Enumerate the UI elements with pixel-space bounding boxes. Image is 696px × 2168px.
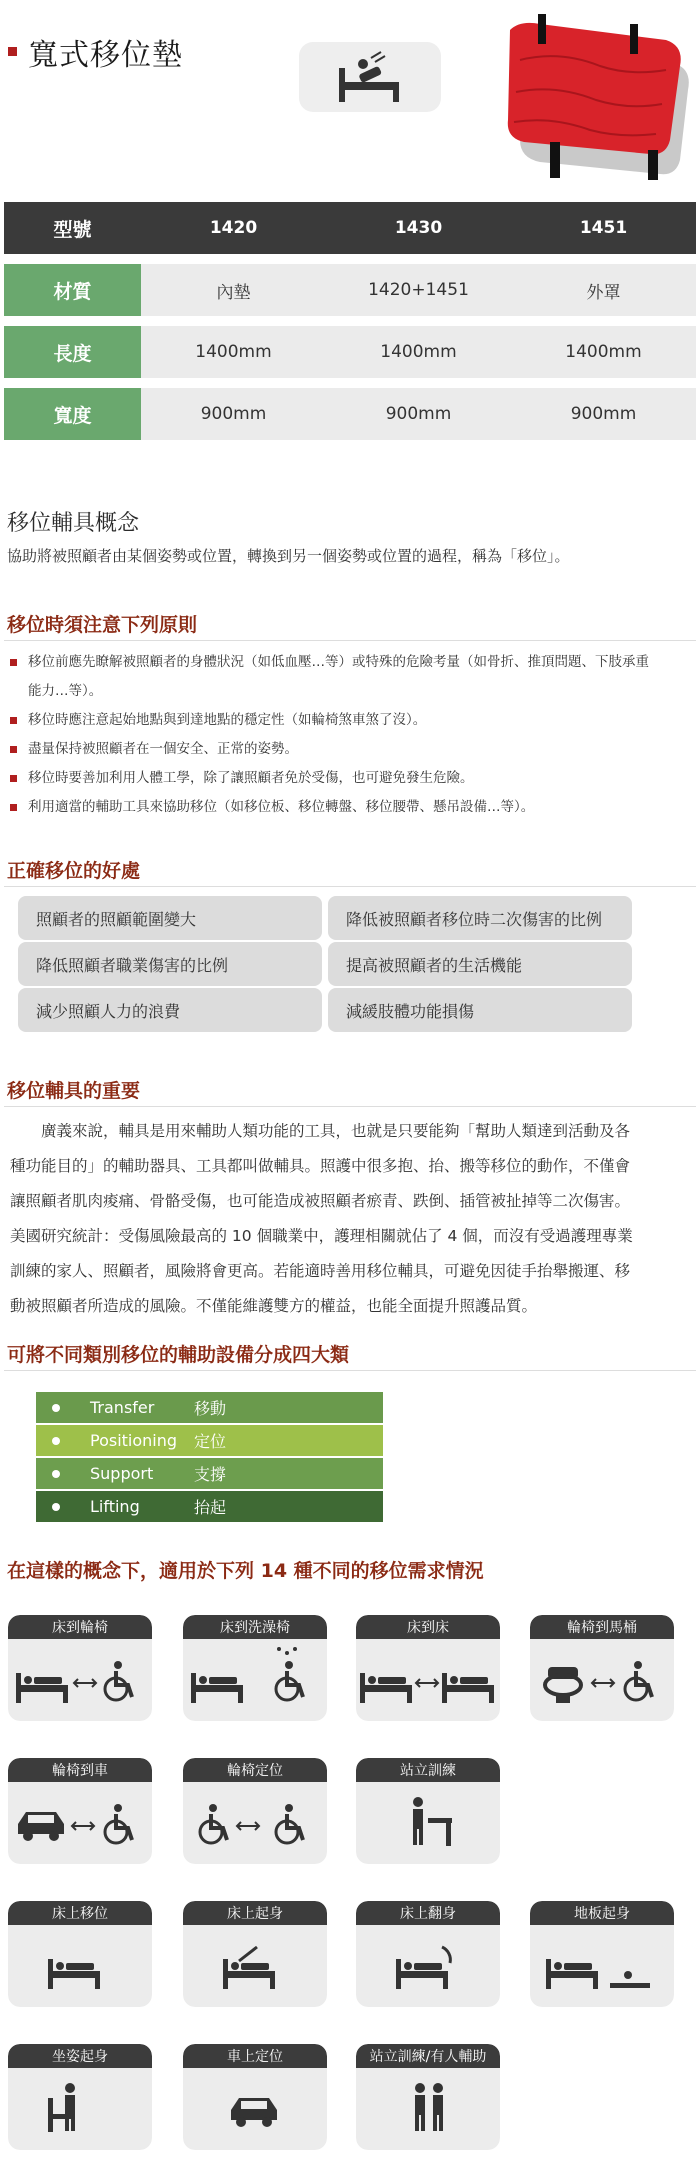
benefit-item: 減緩肢體功能損傷 <box>328 988 632 1032</box>
category-positioning: Positioning 定位 <box>36 1425 383 1456</box>
sit-up-in-bed-icon <box>183 1925 327 2007</box>
list-item: 移位時要善加利用人體工學，除了讓照顧者免於受傷，也可避免發生危險。 <box>10 764 690 793</box>
spec-row-length <box>4 326 696 378</box>
floor-lift-icon <box>530 1925 674 2007</box>
spec-label-material: 材質 <box>4 264 141 316</box>
spec-cell: 內墊 <box>216 282 251 303</box>
category-lifting: Lifting 抬起 <box>36 1491 383 1522</box>
spec-cell: 900mm <box>385 404 452 424</box>
page-header <box>0 0 696 190</box>
bed-transfer-icon <box>299 42 441 112</box>
title-bullet <box>8 47 17 56</box>
spec-cell: 1420 <box>209 218 258 238</box>
spec-cell: 900mm <box>570 404 637 424</box>
scenario-card <box>356 1901 500 2007</box>
scenario-card <box>530 1615 674 1721</box>
scenario-label: 輪椅到車 <box>8 1758 152 1782</box>
scenario-card <box>8 1615 152 1721</box>
scenario-card <box>356 2044 500 2150</box>
scenario-label: 站立訓練 <box>356 1758 500 1782</box>
bed-to-wheelchair-icon <box>8 1639 152 1721</box>
spec-cell: 1430 <box>394 218 443 238</box>
spec-row-width <box>4 388 696 440</box>
wheelchair-to-car-icon <box>8 1782 152 1864</box>
divider <box>4 886 696 887</box>
bed-to-shower-chair-icon <box>183 1639 327 1721</box>
wheelchair-positioning-icon <box>183 1782 327 1864</box>
scenario-label: 輪椅到馬桶 <box>530 1615 674 1639</box>
scenario-label: 地板起身 <box>530 1901 674 1925</box>
spec-cell: 1400mm <box>565 342 642 362</box>
car-positioning-icon <box>183 2068 327 2150</box>
turn-over-in-bed-icon <box>356 1925 500 2007</box>
scenario-card <box>183 1615 327 1721</box>
scenario-card <box>530 1901 674 2007</box>
divider <box>4 1370 696 1371</box>
benefit-item: 照顧者的照顧範圍變大 <box>18 896 322 940</box>
spec-cell: 1400mm <box>195 342 272 362</box>
list-item: 移位時應注意起始地點與到達地點的穩定性（如輪椅煞車煞了沒）。 <box>10 706 690 735</box>
bullet-icon <box>10 746 17 753</box>
spec-cell: 1451 <box>579 218 628 238</box>
bullet-icon <box>10 659 17 666</box>
in-bed-transfer-icon <box>8 1925 152 2007</box>
sit-to-stand-icon <box>8 2068 152 2150</box>
scenario-label: 輪椅定位 <box>183 1758 327 1782</box>
scenario-card <box>183 2044 327 2150</box>
scenario-card <box>8 1758 152 1864</box>
category-support: Support 支撐 <box>36 1458 383 1489</box>
concept-title: 移位輔具概念 <box>7 511 140 536</box>
divider <box>4 1106 696 1107</box>
bullet-icon <box>52 1503 60 1511</box>
scenarios-title: 在這樣的概念下，適用於下列 14 種不同的移位需求情況 <box>7 1560 484 1582</box>
product-photo <box>480 0 696 190</box>
scenario-label: 車上定位 <box>183 2044 327 2068</box>
scenario-card <box>8 2044 152 2150</box>
spec-cell: 1400mm <box>380 342 457 362</box>
bullet-icon <box>52 1470 60 1478</box>
scenario-card <box>8 1901 152 2007</box>
spec-row-material <box>4 264 696 316</box>
scenario-label: 床到洗澡椅 <box>183 1615 327 1639</box>
list-item: 利用適當的輔助工具來協助移位（如移位板、移位轉盤、移位腰帶、懸吊設備…等）。 <box>10 793 690 822</box>
scenario-label: 床上起身 <box>183 1901 327 1925</box>
spec-cell: 1420+1451 <box>368 280 469 300</box>
benefits-title: 正確移位的好處 <box>7 860 141 882</box>
bed-to-bed-icon <box>356 1639 500 1721</box>
benefit-item: 提高被照顧者的生活機能 <box>328 942 632 986</box>
importance-title: 移位輔具的重要 <box>7 1080 141 1102</box>
spec-label-model: 型號 <box>53 218 92 241</box>
concept-text: 協助將被照顧者由某個姿勢或位置，轉換到另一個姿勢或位置的過程，稱為「移位」。 <box>7 547 570 565</box>
scenario-card <box>183 1901 327 2007</box>
list-item: 移位前應先瞭解被照顧者的身體狀況（如低血壓…等）或特殊的危險考量（如骨折、推頂問題、下肢承重 <box>10 648 690 677</box>
list-item: 盡量保持被照顧者在一個安全、正常的姿勢。 <box>10 735 690 764</box>
scenario-label: 站立訓練/有人輔助 <box>356 2044 500 2068</box>
scenario-card <box>356 1615 500 1721</box>
scenario-label: 坐姿起身 <box>8 2044 152 2068</box>
principles-title: 移位時須注意下列原則 <box>7 614 198 636</box>
bullet-icon <box>52 1437 60 1445</box>
standing-training-icon <box>356 1782 500 1864</box>
page-title: 寬式移位墊 <box>28 38 183 73</box>
categories-title: 可將不同類別移位的輔助設備分成四大類 <box>7 1344 350 1366</box>
spec-cell: 900mm <box>200 404 267 424</box>
spec-cell: 外罩 <box>586 282 621 303</box>
bullet-icon <box>10 775 17 782</box>
principles-list <box>10 648 690 822</box>
bullet-icon <box>10 717 17 724</box>
bullet-icon <box>52 1404 60 1412</box>
scenario-label: 床上移位 <box>8 1901 152 1925</box>
scenario-card <box>183 1758 327 1864</box>
bullet-icon <box>10 804 17 811</box>
scenario-card <box>356 1758 500 1864</box>
list-item: 能力…等）。 <box>28 683 103 699</box>
spec-header-row <box>4 202 696 254</box>
assisted-standing-icon <box>356 2068 500 2150</box>
scenario-label: 床上翻身 <box>356 1901 500 1925</box>
importance-text: 廣義來說，輔具是用來輔助人類功能的工具，也就是只要能夠「幫助人類達到活動及各 種功能目的」的輔助器具、工具都叫做輔具。照護中很多抱、抬、搬等移位的動作，不僅會 讓照顧者肌肉痠痛、骨骼受傷，也可能造成被照顧者瘀青、跌倒、插管被扯掉等二次傷害。 美國研究統計：受傷風險最高的 10 個職業中，護理相關就佔了 4 個，而沒有受過護理專業 訓練的家人、照顧者，風險將會更高。若能適時善用移位輔具，可避免因徒手抬舉搬運、移 動被照顧者所造成的風險。不僅能維護雙方的權益，也能全面提升照護品質。 <box>10 1122 633 1315</box>
scenario-label: 床到輪椅 <box>8 1615 152 1639</box>
category-transfer: Transfer 移動 <box>36 1392 383 1423</box>
spec-label-length: 長度 <box>4 326 141 378</box>
scenario-label: 床到床 <box>356 1615 500 1639</box>
benefit-item: 降低照顧者職業傷害的比例 <box>18 942 322 986</box>
spec-label-width: 寬度 <box>4 388 141 440</box>
divider <box>4 640 696 641</box>
benefit-item: 降低被照顧者移位時二次傷害的比例 <box>328 896 632 940</box>
wheelchair-to-toilet-icon <box>530 1639 674 1721</box>
benefit-item: 減少照顧人力的浪費 <box>18 988 322 1032</box>
